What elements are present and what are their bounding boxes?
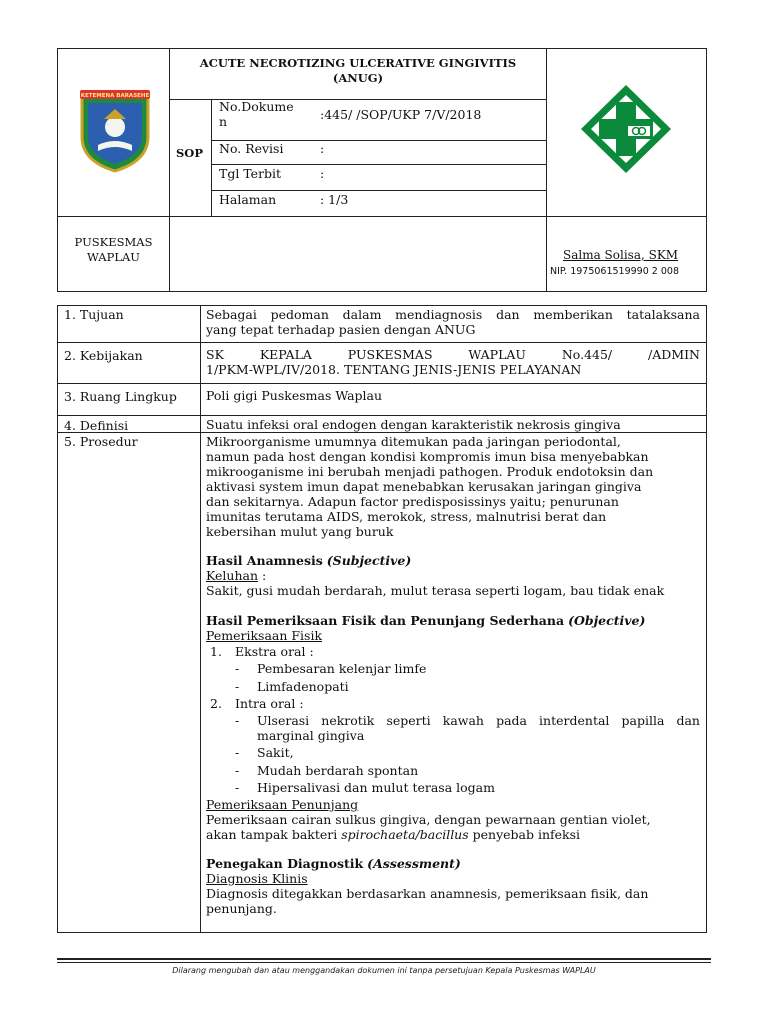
field-label-no-revisi: No. Revisi bbox=[219, 141, 284, 156]
prosedur-intro-line7: kebersihan mulut yang buruk bbox=[206, 524, 394, 539]
anamnesis-heading bbox=[206, 553, 411, 568]
list-dash: - bbox=[235, 745, 240, 760]
footer-notice: Dilarang mengubah dan atau menggandakan dokumen ini tanpa persetujuan Kepala Puskesmas WAPLAU bbox=[172, 966, 596, 975]
section-label-prosedur: 5. Prosedur bbox=[64, 434, 138, 449]
list-dash: - bbox=[235, 679, 240, 694]
intra-oral-num: 2. bbox=[210, 696, 222, 711]
field-value-no-revisi: : bbox=[320, 141, 325, 156]
intra-item-1-line2: marginal gingiva bbox=[257, 728, 365, 743]
diagnostik-heading bbox=[206, 856, 461, 871]
sop-label: SOP bbox=[176, 146, 203, 160]
puskesmas-logo bbox=[576, 82, 676, 176]
section-label-tujuan: 1. Tujuan bbox=[64, 307, 124, 322]
list-dash: - bbox=[235, 713, 240, 728]
field-label-no-dokumen: No.Dokume bbox=[219, 99, 294, 114]
field-value-halaman: : 1/3 bbox=[320, 192, 349, 207]
prosedur-intro-line6: imunitas terutama AIDS, merokok, stress, malnutrisi berat dan bbox=[206, 509, 607, 524]
signer-nip: NIP. 1975061519990 2 008 bbox=[550, 266, 679, 277]
diagnostik-tag: (Assessment) bbox=[367, 856, 461, 871]
keluhan-colon: : bbox=[258, 568, 267, 583]
penunjang-line1: Pemeriksaan cairan sulkus gingiva, dengan pewarnaan gentian violet, bbox=[206, 812, 651, 827]
prosedur-intro-line4: aktivasi system imun dapat menebabkan kerusakan jaringan gingiva bbox=[206, 479, 642, 494]
pemeriksaan-fisik-label: Pemeriksaan Fisik bbox=[206, 628, 323, 643]
diagnosis-klinis-label: Diagnosis Klinis bbox=[206, 871, 308, 886]
list-dash: - bbox=[235, 661, 240, 676]
ekstra-item-2: Limfadenopati bbox=[257, 679, 349, 694]
prosedur-intro-line2: namun pada host dengan kondisi kompromis imun bisa menyebabkan bbox=[206, 449, 649, 464]
klinis-line2: penunjang. bbox=[206, 901, 277, 916]
pemeriksaan-heading bbox=[206, 613, 645, 628]
keluhan-label-text: Keluhan bbox=[206, 568, 259, 583]
anamnesis-tag: (Subjective) bbox=[326, 553, 412, 568]
keluhan-label bbox=[206, 568, 266, 583]
org-name-line2: WAPLAU bbox=[87, 250, 140, 264]
kabupaten-logo bbox=[74, 85, 156, 173]
section-label-kebijakan: 2. Kebijakan bbox=[64, 348, 143, 363]
org-name-line1: PUSKESMAS bbox=[74, 235, 153, 249]
keluhan-text: Sakit, gusi mudah berdarah, mulut terasa seperti logam, bau tidak enak bbox=[206, 583, 665, 598]
anamnesis-heading-text: Hasil Anamnesis bbox=[206, 553, 323, 568]
intra-item-1-line1: Ulserasi nekrotik seperti kawah pada interdental papilla dan bbox=[257, 713, 700, 728]
pemeriksaan-penunjang-label: Pemeriksaan Penunjang bbox=[206, 797, 359, 812]
penunjang-line2-b: penyebab infeksi bbox=[468, 827, 581, 842]
list-dash: - bbox=[235, 780, 240, 795]
field-label-halaman: Halaman bbox=[219, 192, 277, 207]
intra-item-4: Hipersalivasi dan mulut terasa logam bbox=[257, 780, 495, 795]
intra-item-2: Sakit, bbox=[257, 745, 294, 760]
document-title-line2: (ANUG) bbox=[332, 71, 384, 85]
signer-name: Salma Solisa, SKM bbox=[563, 248, 679, 262]
prosedur-intro-line5: dan sekitarnya. Adapun factor predisposissinys yaitu; penurunan bbox=[206, 494, 619, 509]
document-title-line1: ACUTE NECROTIZING ULCERATIVE GINGIVITIS bbox=[199, 56, 517, 70]
pemeriksaan-tag: (Objective) bbox=[568, 613, 646, 628]
prosedur-intro-line1: Mikroorganisme umumnya ditemukan pada jaringan periodontal, bbox=[206, 434, 621, 449]
penunjang-bacteria: spirochaeta/bacillus bbox=[341, 827, 469, 842]
field-value-tgl-terbit: : bbox=[320, 166, 325, 181]
penunjang-line2 bbox=[206, 827, 580, 842]
kebijakan-line1: SK KEPALA PUSKESMAS WAPLAU No.445/ /ADMIN bbox=[206, 347, 700, 362]
diagnostik-heading-text: Penegakan Diagnostik bbox=[206, 856, 364, 871]
penunjang-line2-a: akan tampak bakteri bbox=[206, 827, 342, 842]
intra-oral-label: Intra oral : bbox=[235, 696, 304, 711]
klinis-line1: Diagnosis ditegakkan berdasarkan anamnesis, pemeriksaan fisik, dan bbox=[206, 886, 649, 901]
ekstra-item-1: Pembesaran kelenjar limfe bbox=[257, 661, 427, 676]
ekstra-oral-label: Ekstra oral : bbox=[235, 644, 314, 659]
ruang-lingkup-text: Poli gigi Puskesmas Waplau bbox=[206, 388, 383, 403]
tujuan-line1: Sebagai pedoman dalam mendiagnosis dan memberikan tatalaksana bbox=[206, 307, 700, 322]
field-label-tgl-terbit: Tgl Terbit bbox=[219, 166, 282, 181]
prosedur-intro-line3: mikrooganisme ini berubah menjadi pathogen. Produk endotoksin dan bbox=[206, 464, 654, 479]
logo-banner-text: KETEMENA BARASEHE bbox=[80, 93, 150, 99]
field-label-no-dokumen-cont: n bbox=[219, 114, 228, 129]
intra-item-3: Mudah berdarah spontan bbox=[257, 763, 419, 778]
tujuan-line2: yang tepat terhadap pasien dengan ANUG bbox=[206, 322, 476, 337]
ekstra-oral-num: 1. bbox=[210, 644, 222, 659]
section-label-ruang-lingkup: 3. Ruang Lingkup bbox=[64, 389, 177, 404]
section-label-definisi: 4. Definisi bbox=[64, 418, 129, 433]
list-dash: - bbox=[235, 763, 240, 778]
definisi-text: Suatu infeksi oral endogen dengan karakteristik nekrosis gingiva bbox=[206, 417, 621, 432]
kebijakan-line2: 1/PKM-WPL/IV/2018. TENTANG JENIS-JENIS PELAYANAN bbox=[206, 362, 582, 377]
field-value-no-dokumen: :445/ /SOP/UKP 7/V/2018 bbox=[320, 107, 482, 122]
pemeriksaan-heading-text: Hasil Pemeriksaan Fisik dan Penunjang Sederhana bbox=[206, 613, 565, 628]
